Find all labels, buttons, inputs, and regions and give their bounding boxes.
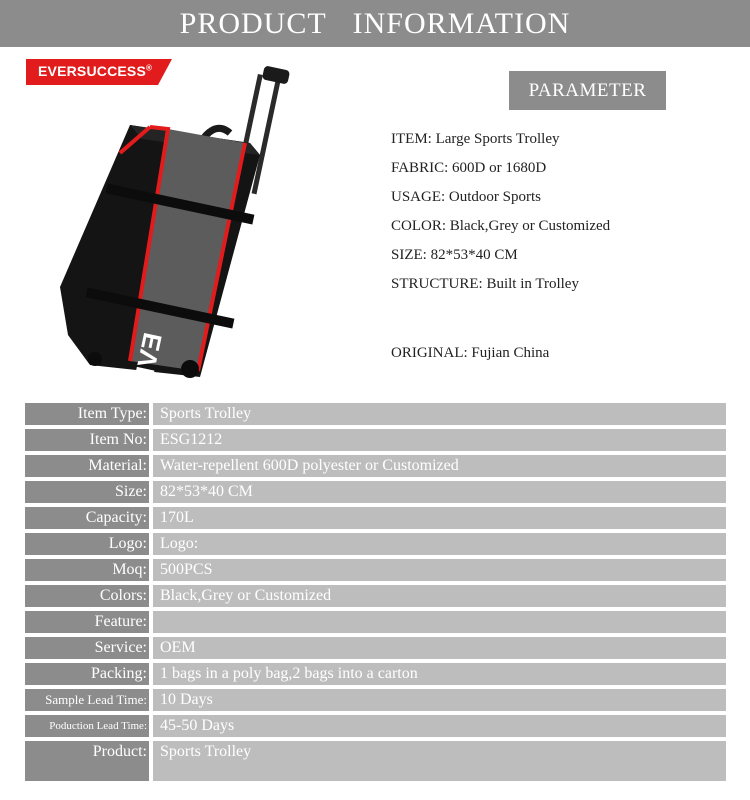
table-row-item-type: Item Type: Sports Trolley xyxy=(25,403,726,429)
table-row-item-no: Item No: ESG1212 xyxy=(25,429,726,455)
table-row-capacity: Capacity: 170L xyxy=(25,507,726,533)
spec-fabric: FABRIC: 600D or 1680D xyxy=(391,160,547,176)
spec-color: COLOR: Black,Grey or Customized xyxy=(391,218,611,234)
spec-original: ORIGINAL: Fujian China xyxy=(391,345,550,361)
table-row-logo: Logo: Logo: xyxy=(25,533,726,559)
product-info-table xyxy=(25,403,726,781)
table-row-service: Service: OEM xyxy=(25,637,726,663)
parameter-button-label: PARAMETER xyxy=(528,79,647,101)
parameter-button xyxy=(509,71,666,110)
table-row-moq: Moq: 500PCS xyxy=(25,559,726,585)
spec-item: ITEM: Large Sports Trolley xyxy=(391,131,560,147)
spec-structure: STRUCTURE: Built in Trolley xyxy=(391,276,579,292)
spec-usage: USAGE: Outdoor Sports xyxy=(391,189,542,205)
spec-size: SIZE: 82*53*40 CM xyxy=(391,247,518,263)
table-row-packing: Packing: 1 bags in a poly bag,2 bags into a carton xyxy=(25,663,726,689)
table-row-material: Material: Water-repellent 600D polyester or Customized xyxy=(25,455,726,481)
brand-logo-text: EVERSUCCESS® xyxy=(38,63,153,79)
page-header xyxy=(0,0,750,47)
table-row-production-lead-time: Poduction Lead Time: 45-50 Days xyxy=(25,715,726,741)
header-title: PRODUCT INFORMATION xyxy=(179,6,571,40)
table-row-product: Product: Sports Trolley xyxy=(25,741,726,781)
table-row-size: Size: 82*53*40 CM xyxy=(25,481,726,507)
table-row-feature: Feature: xyxy=(25,611,726,637)
table-row-colors: Colors: Black,Grey or Customized xyxy=(25,585,726,611)
table-row-sample-lead-time: Sample Lead Time: 10 Days xyxy=(25,689,726,715)
product-image-trolley-bag xyxy=(50,65,320,385)
